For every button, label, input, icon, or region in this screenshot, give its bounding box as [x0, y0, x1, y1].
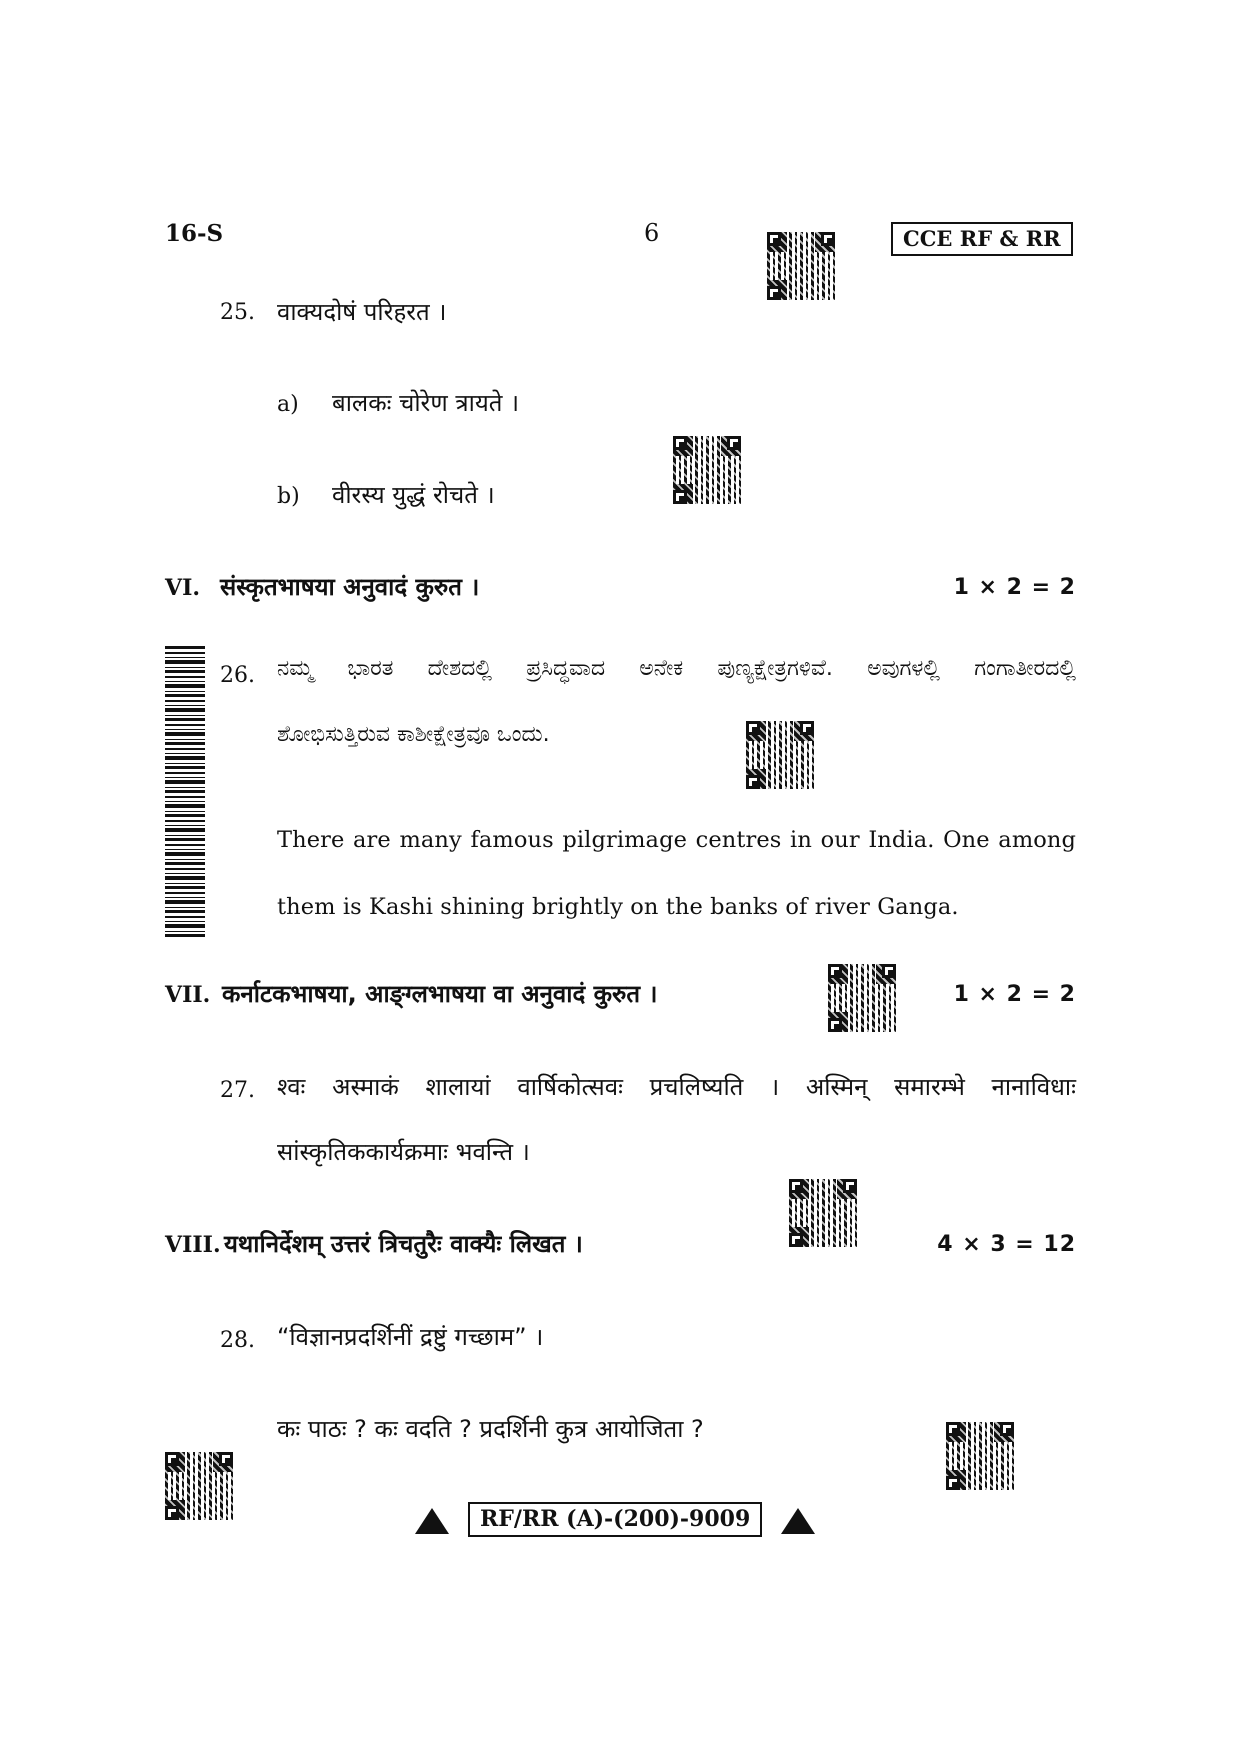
item-text-a: बालकः चोरेण त्रायते ।	[332, 389, 520, 417]
triangle-marker-icon	[781, 1508, 815, 1534]
section-numeral-vi: VI.	[165, 575, 201, 601]
qr-code-icon	[789, 1179, 857, 1247]
item-text-b: वीरस्य युद्धं रोचते ।	[332, 481, 495, 509]
question-text-27-line-1: श्वः अस्माकं शालायां वार्षिकोत्सवः प्रचलिष्यति । अस्मिन् समारम्भे नानाविधाः	[277, 1073, 1076, 1101]
section-heading-viii: यथानिर्देशम् उत्तरं त्रिचतुरैः वाक्यैः लिखत ।	[224, 1230, 583, 1258]
question-prompt-28: कः पाठः ? कः वदति ? प्रदर्शिनी कुत्र आयोजिता ?	[277, 1415, 704, 1443]
question-quote-28: “विज्ञानप्रदर्शिनीं द्रष्टुं गच्छाम” ।	[277, 1323, 544, 1351]
barcode-icon	[165, 645, 205, 937]
triangle-marker-icon	[415, 1508, 449, 1534]
qr-code-icon	[746, 721, 814, 789]
section-marks-viii: 4 × 3 = 12	[937, 1232, 1076, 1257]
qr-code-icon	[673, 436, 741, 504]
section-numeral-viii: VIII.	[165, 1232, 221, 1258]
question-kannada-line-2: ಶೋಭಿಸುತ್ತಿರುವ ಕಾಶೀಕ್ಷೇತ್ರವೂ ಒಂದು.	[277, 722, 550, 747]
qr-code-icon	[946, 1422, 1014, 1490]
paper-code: 16-S	[165, 220, 224, 247]
section-marks-vi: 1 × 2 = 2	[953, 575, 1076, 600]
question-number-26: 26.	[220, 663, 255, 688]
question-text-25: वाक्यदोषं परिहरत ।	[277, 298, 447, 326]
qr-code-icon	[767, 232, 835, 300]
question-text-27-line-2: सांस्कृतिककार्यक्रमाः भवन्ति ।	[277, 1138, 530, 1166]
question-number-28: 28.	[220, 1328, 255, 1353]
item-label-a: a)	[277, 392, 299, 417]
section-heading-vi: संस्कृतभाषया अनुवादं कुरुत ।	[220, 573, 480, 601]
question-english-line-1: There are many famous pilgrimage centres in our India. One among	[277, 827, 1076, 853]
question-number-27: 27.	[220, 1078, 255, 1103]
scheme-label: CCE RF & RR	[891, 222, 1073, 256]
question-english-line-2: them is Kashi shining brightly on the banks of river Ganga.	[277, 894, 959, 920]
paper-id: RF/RR (A)-(200)-9009	[468, 1502, 762, 1537]
question-number-25: 25.	[220, 300, 255, 325]
page-number: 6	[644, 219, 660, 247]
section-heading-vii: कर्नाटकभाषया, आङ्ग्लभाषया वा अनुवादं कुरुत ।	[222, 980, 658, 1008]
item-label-b: b)	[277, 484, 300, 509]
qr-code-icon	[828, 964, 896, 1032]
section-numeral-vii: VII.	[165, 982, 211, 1008]
qr-code-icon	[165, 1452, 233, 1520]
section-marks-vii: 1 × 2 = 2	[953, 982, 1076, 1007]
question-kannada-line-1: ನಮ್ಮ ಭಾರತ ದೇಶದಲ್ಲಿ ಪ್ರಸಿದ್ಧವಾದ ಅನೇಕ ಪುಣ್ಯಕ್ಷೇತ್ರಗಳಿವೆ. ಅವುಗಳಲ್ಲಿ ಗಂಗಾತೀರದಲ್ಲಿ	[277, 656, 1076, 681]
